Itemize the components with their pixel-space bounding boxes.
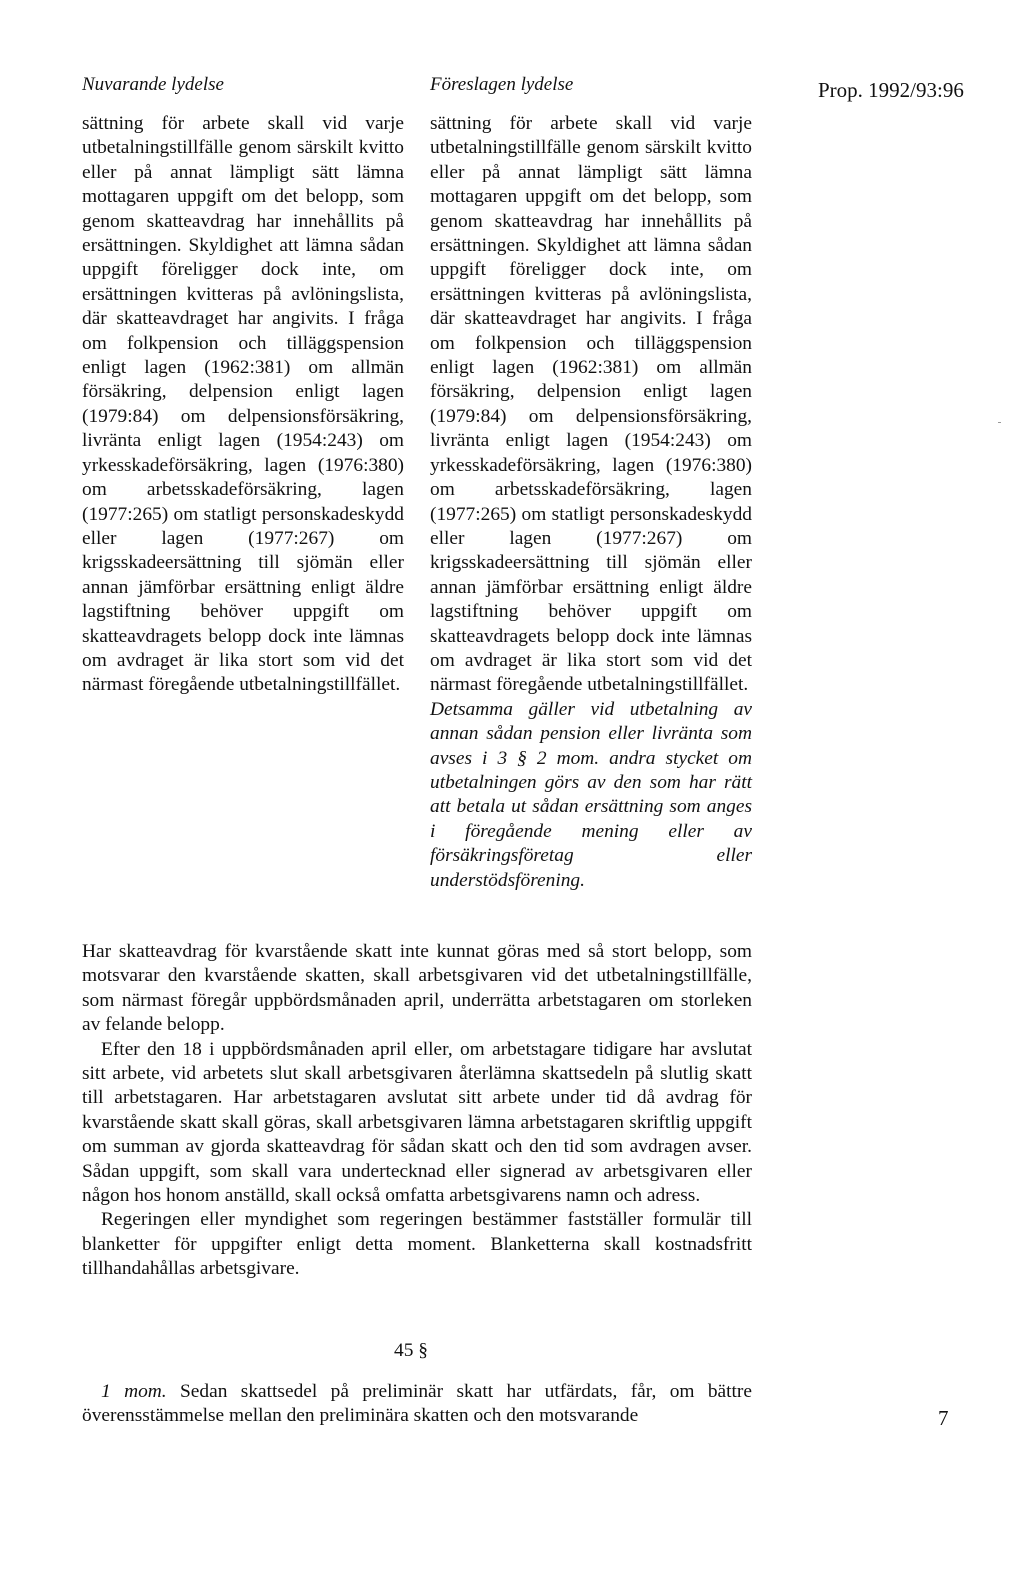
body-paragraph-3: Regeringen eller myndighet som regeringen bestämmer fastställer formulär till blanketter för uppgifter enligt detta moment. Blanketterna skall kostnadsfritt tillhandahållas arbetsgivare. — [82, 1209, 752, 1280]
proposed-wording-addition: Detsamma gäller vid utbetalning av annan sådan pension eller livränta som avses i 3 § 2 mom. andra stycket om utbetalningen görs av den som har rätt att betala ut sådan ersättning som anges i föregående mening eller av försäkringsföretag eller understödsförening. — [430, 698, 752, 891]
column-header-current: Nuvarande lydelse — [82, 74, 224, 95]
moment-label: 1 mom. — [101, 1381, 167, 1402]
column-header-proposed: Föreslagen lydelse — [430, 74, 574, 95]
body-text — [82, 940, 752, 1282]
proposed-wording-text: sättning för arbete skall vid varje utbetalningstillfälle genom särskilt kvitto eller på annat lämpligt sätt lämna mottagaren uppgift om det belopp, som genom skatteavdrag har innehållits på ersättningen. Skyldighet att lämna sådan uppgift föreligger dock inte, om ersättningen kvitteras på avlöningslista, där skatteavdraget har angivits. I fråga om folkpension och tilläggspension enligt lagen (1962:381) om allmän försäkring, delpension enligt lagen (1979:84) om delpensionsförsäkring, livränta enligt lagen (1954:243) om yrkesskadeförsäkring, lagen (1976:380) om arbetsskadeförsäkring, lagen (1977:265) om statligt personskadeskydd eller lagen (1977:267) om krigsskadeersättning till sjömän eller annan jämförbar ersättning enligt äldre lagstiftning behöver uppgift om skatteavdragets belopp dock inte lämnas om avdraget är lika stort som vid det närmast föregående utbetalningstillfället. — [430, 113, 752, 696]
body-paragraph-2: Efter den 18 i uppbördsmånaden april eller, om arbetstagare tidigare har avslutat sitt arbete, vid arbetets slut skall arbetsgivaren återlämna skattsedeln på slutlig skatt till arbetstagaren. Har arbetstagaren avslutat sitt arbete under tid då avdrag för kvarstående skatt skall göras, skall arbetsgivaren lämna arbetstagaren skriftlig uppgift om summan av gjorda skatteavdrag för sådan skatt och den tid som avdragen avser. Sådan uppgift, som skall vara undertecknad eller signerad av arbetsgivaren eller någon hos honom anställd, skall också omfatta arbetsgivarens namn och adress. — [82, 1038, 752, 1207]
scan-mark — [998, 422, 1001, 423]
moment-text: Sedan skattsedel på preliminär skatt har utfärdats, får, om bättre överensstämmelse mellan den preliminära skatten och den motsvarande — [82, 1381, 752, 1427]
page-number: 7 — [938, 1406, 949, 1430]
body-paragraph-1: Har skatteavdrag för kvarstående skatt inte kunnat göras med så stort belopp, som motsvarar den kvarstående skatten, skall arbetsgivaren vid det utbetalningstillfälle, som närmast föregår uppbördsmånaden april, underrätta arbetstagaren om storleken av felande belopp. — [82, 941, 752, 1036]
moment-paragraph — [82, 1380, 752, 1429]
proposed-wording-column — [430, 112, 752, 893]
current-wording-text: sättning för arbete skall vid varje utbetalningstillfälle genom särskilt kvitto eller på annat lämpligt sätt lämna mottagaren uppgift om det belopp, som genom skatteavdrag har innehållits på ersättningen. Skyldighet att lämna sådan uppgift föreligger dock inte, om ersättningen kvitteras på avlöningslista, där skatteavdraget har angivits. I fråga om folkpension och tilläggspension enligt lagen (1962:381) om allmän försäkring, delpension enligt lagen (1979:84) om delpensionsförsäkring, livränta enligt lagen (1954:243) om yrkesskadeförsäkring, lagen (1976:380) om arbetsskadeförsäkring, lagen (1977:265) om statligt personskadeskydd eller lagen (1977:267) om krigsskadeersättning till sjömän eller annan jämförbar ersättning enligt äldre lagstiftning behöver uppgift om skatteavdragets belopp dock inte lämnas om avdraget är lika stort som vid det närmast föregående utbetalningstillfället. — [82, 113, 404, 696]
current-wording-column — [82, 112, 404, 698]
section-heading: 45 § — [394, 1340, 428, 1361]
proposition-reference: Prop. 1992/93:96 — [818, 78, 964, 102]
